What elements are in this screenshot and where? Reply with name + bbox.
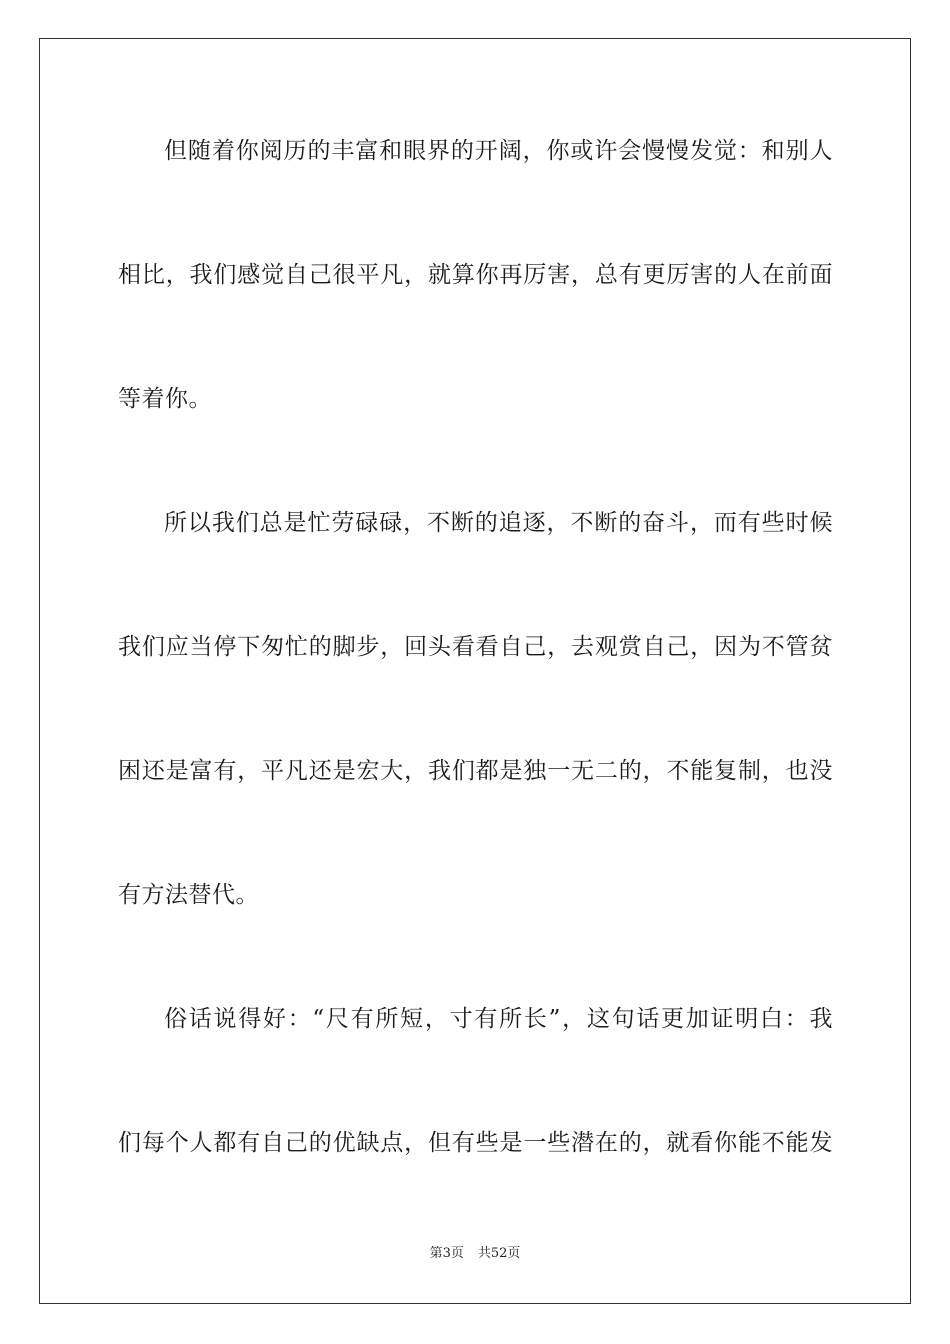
- page-total: 共52页: [477, 1246, 521, 1261]
- paragraph-line: 等着你。: [118, 386, 212, 412]
- paragraph-line: 所以我们总是忙劳碌碌，不断的追逐，不断的奋斗，而有些时候: [164, 510, 833, 536]
- paragraph-line: 但随着你阅历的丰富和眼界的开阔，你或许会慢慢发觉：和别人: [164, 138, 833, 164]
- paragraph-line: 相比，我们感觉自己很平凡，就算你再厉害，总有更厉害的人在前面: [118, 262, 833, 288]
- paragraph-line: 我们应当停下匆忙的脚步，回头看看自己，去观赏自己，因为不管贫: [118, 634, 833, 660]
- paragraph-line: 困还是富有，平凡还是宏大，我们都是独一无二的，不能复制，也没: [118, 758, 833, 784]
- page-footer: [0, 1245, 950, 1263]
- page-number: 第3页: [429, 1246, 464, 1261]
- page-frame: [39, 38, 911, 1304]
- paragraph-line: 们每个人都有自己的优缺点，但有些是一些潜在的，就看你能不能发: [118, 1130, 833, 1156]
- paragraph-line: 俗话说得好：“尺有所短，寸有所长”，这句话更加证明白：我: [164, 1006, 833, 1032]
- paragraph-line: 有方法替代。: [118, 882, 259, 908]
